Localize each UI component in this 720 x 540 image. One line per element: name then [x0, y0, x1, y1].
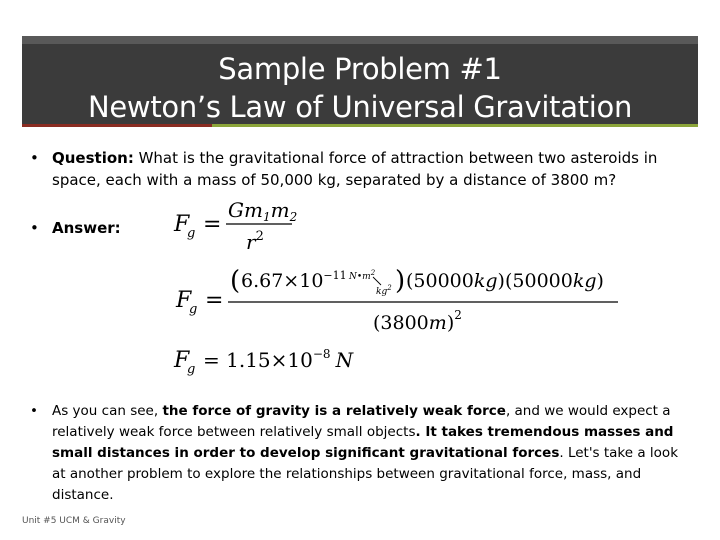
question-bullet	[30, 147, 700, 191]
title-line-2: Newton’s Law of Universal Gravitation	[87, 90, 633, 124]
question-label: Question:	[52, 149, 134, 167]
eq2-constant: $6.67\times 10^{-11}$	[241, 269, 347, 292]
eq2-lhs-sub: g	[189, 302, 198, 317]
formula-image	[168, 195, 628, 385]
eq1-numerator: $Gm_1m_2$	[228, 198, 298, 224]
eq1-equals: =	[203, 212, 222, 237]
eq1-lhs-sub: g	[187, 226, 196, 241]
eq2-mass1: (50000kg)	[406, 270, 505, 292]
eq2-unit-bottom: $kg^2$	[376, 284, 392, 297]
formula-svg	[168, 195, 628, 385]
eq3-lhs: F	[174, 348, 190, 373]
bullet-icon: •	[30, 403, 38, 419]
eq3-lhs-sub: g	[187, 362, 196, 377]
eq1-lhs: F	[174, 212, 190, 237]
slide-title	[22, 50, 698, 126]
conclusion-bullet	[30, 401, 690, 506]
conclusion-text	[30, 401, 690, 506]
question-text-block	[30, 147, 700, 191]
eq2-unit-slash	[373, 277, 381, 285]
eq2-unit-top: $N•m^2$	[349, 269, 376, 282]
eq2-close-paren: )	[395, 266, 406, 296]
question-text: What is the gravitational force of attraction between two asteroids in space, each with a mass of 50,000 kg, separated by a distance of 3800 m?	[52, 149, 658, 189]
title-line-1: Sample Problem #1	[218, 52, 502, 86]
slide-footer: Unit #5 UCM & Gravity	[22, 516, 126, 526]
eq3-result: = $1.15\times 10^{-8}$ N	[203, 347, 354, 372]
equation-substituted	[175, 266, 618, 334]
conclusion-part-2: , and we would expect a relatively weak force between relatively small objects	[52, 403, 671, 440]
bullet-icon: •	[30, 219, 39, 237]
answer-label: Answer:	[52, 219, 121, 237]
title-accent-line-green	[212, 124, 698, 127]
answer-bullet	[30, 217, 121, 239]
eq2-equals: =	[205, 288, 224, 313]
eq2-lhs: F	[176, 288, 192, 313]
eq2-open-paren: (	[230, 266, 241, 296]
conclusion-bold-1: the force of gravity is a relatively weak force	[162, 403, 506, 419]
title-accent-line-red	[22, 124, 212, 127]
conclusion-bold-2: . It takes tremendous masses and small distances in order to develop significant gravitational forces	[52, 424, 674, 461]
equation-general	[173, 198, 297, 254]
eq2-denominator: $(3800m)^2$	[373, 308, 462, 334]
eq1-denominator: $r^2$	[246, 229, 264, 254]
conclusion-part-3: . Let's take a look at another problem to explore the relationships between gravitational force, mass, and distance.	[52, 445, 679, 503]
eq2-mass2: (50000kg)	[505, 270, 604, 292]
title-bar	[22, 36, 698, 127]
conclusion-part-1: As you can see,	[52, 403, 163, 419]
bullet-icon: •	[30, 149, 39, 167]
equation-result	[173, 347, 355, 377]
